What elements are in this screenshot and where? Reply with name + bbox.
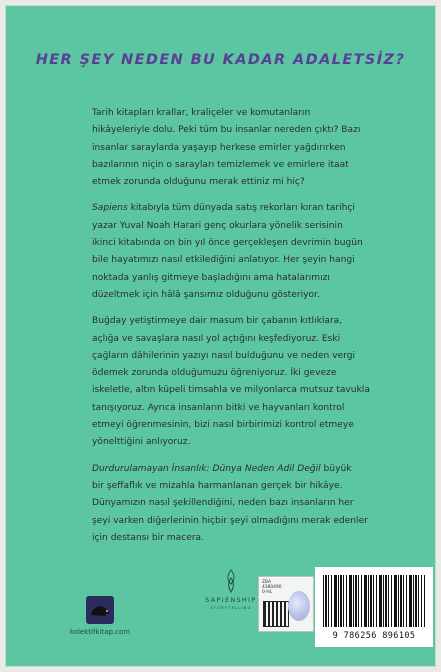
text-line: için destansı bir macera. (92, 532, 205, 543)
book-title-italic: Sapiens (92, 203, 128, 214)
text-line: bir şeffaflık ve mizahla harmanlanan gerçek bir hikâye. (92, 480, 343, 491)
text-line: ödemek zorunda olduğumuzu öğreniyoruz. İki geveze (92, 368, 337, 379)
imprint-block (196, 569, 266, 610)
hologram-seal (288, 591, 310, 621)
sticker-code: ZBA (262, 580, 272, 585)
text-line (92, 200, 372, 217)
publisher-block (60, 596, 140, 636)
text-line: bazılarının niçin o sarayları temizlemek ve emirlere itaat (92, 159, 349, 170)
text-line: Buğday yetiştirmeye dair masum bir çabanın kıtlıklara, (92, 316, 343, 327)
paragraph-3 (92, 313, 372, 451)
text-line: açlığa ve savaşlara nasıl yol açtığını keşfediyoruz. Eski (92, 333, 341, 344)
hedgehog-icon (86, 596, 114, 624)
text-line: hikâyeleriyle dolu. Peki tüm bu insanlar nereden çıktı? Bazı (92, 125, 361, 136)
text-line: şeyi varken diğerlerinin hiçbir şeyi olmadığını merak edenler (92, 515, 368, 526)
text-line: etmek zorunda olduğunu merak ettiniz mi hiç? (92, 177, 305, 188)
text-line (92, 461, 372, 478)
paragraph-2 (92, 200, 372, 304)
sticker-text (262, 580, 286, 596)
sticker-series: 0-HL (262, 590, 273, 596)
text-line: yönelttiğini anlıyoruz. (92, 437, 191, 448)
imprint-subtitle: STORYTELLING (210, 606, 252, 610)
isbn-barcode (315, 567, 433, 647)
text-fragment: kitabıyla tüm dünyada satış rekorları kıran tarihçi (127, 203, 355, 214)
text-line: insanlar saraylarda yaşayıp herkese emirler yağdırırken (92, 142, 346, 153)
text-line: etmeyi öğrenmesinin, bizi nasıl birbirimizi kontrol etmeye (92, 420, 354, 431)
text-line: bile hayatımızı nasıl etkilediğini anlatıyor. Her şeyin hangi (92, 255, 355, 266)
barcode-bars (323, 575, 425, 627)
leaf-icon (224, 569, 238, 593)
text-line: Tarih kitapları krallar, kraliçeler ve komutanların (92, 108, 311, 118)
blurb (92, 105, 372, 547)
text-fragment: büyük (320, 463, 352, 474)
imprint-name: SAPIENSHIP (205, 597, 257, 604)
sticker-number: 4380490 (262, 585, 282, 591)
text-line: yazar Yuval Noah Harari genç okurlara yönelik serisinin (92, 220, 343, 231)
text-line: çağların dâhilerinin yazıyı nasıl bulduğunu ve neden vergi (92, 350, 356, 361)
book-title-italic: Durdurulamayan İnsanlık: Dünya Neden Adil Değil (92, 463, 321, 474)
back-cover (6, 6, 435, 666)
publisher-name: kolektifkitap.com (69, 628, 131, 636)
barcode-digits: 9 786256 896105 (332, 631, 416, 641)
text-line: tanışıyoruz. Ayrıca insanların bitki ve hayvanları kontrol (92, 402, 345, 413)
text-line: düzeltmek için hâlâ şansımız olduğunu gösteriyor. (92, 289, 320, 300)
paragraph-4 (92, 461, 372, 547)
headline: HER ŞEY NEDEN BU KADAR ADALETSİZ? (35, 52, 406, 68)
paragraph-1 (92, 105, 372, 191)
text-line: ikinci kitabında on bin yıl önce gerçekleşen devrimin bugün (92, 238, 363, 249)
text-line: iskeletle, altın küpeli timsahla ve milyonlarca mutsuz tavukla (92, 385, 370, 396)
bandrol-sticker (258, 576, 314, 632)
text-line: noktada yanlış gitmeye başladığını ama hatalarımızı (92, 272, 330, 283)
qr-code (263, 601, 289, 627)
text-line: Dünyamızın nasıl şekillendiğini, neden bazı insanların her (92, 498, 354, 509)
cover-footer (6, 566, 435, 666)
